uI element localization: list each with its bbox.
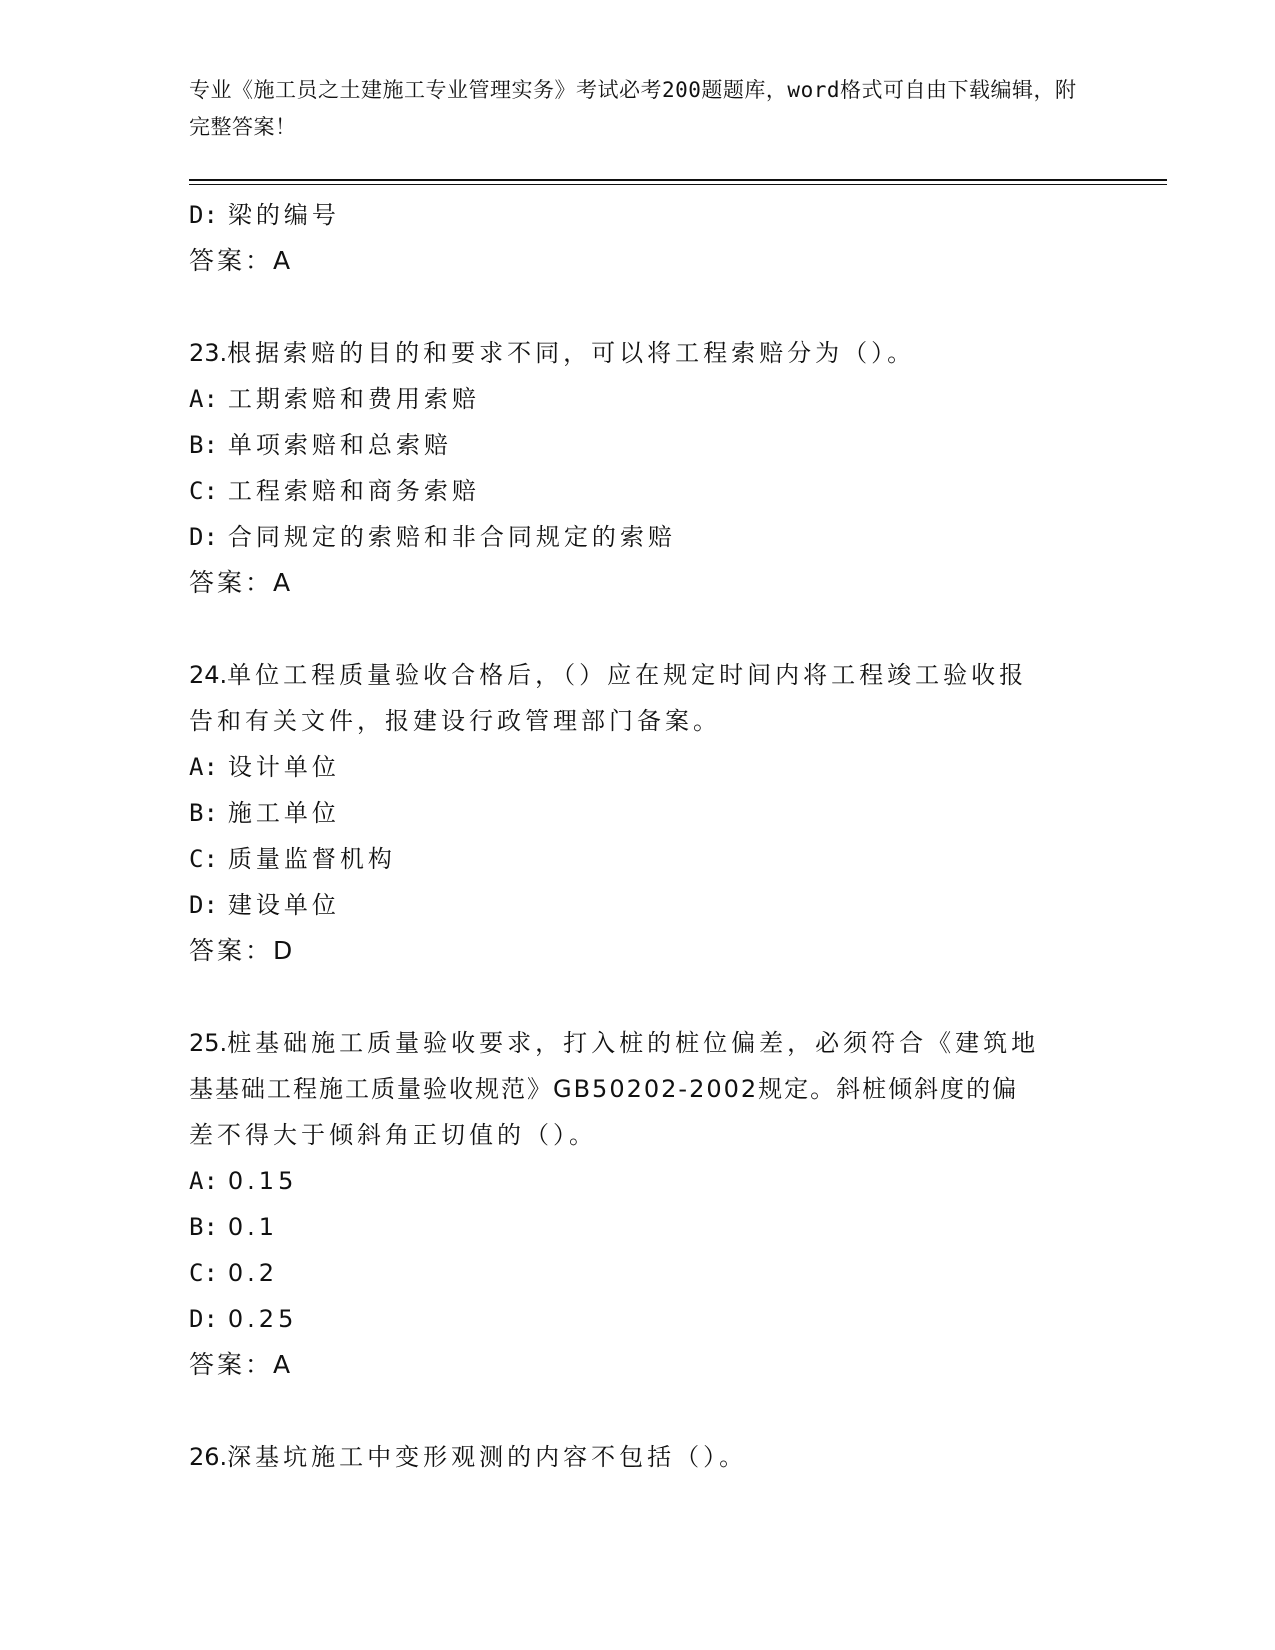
option-text: 合同规定的索赔和非合同规定的索赔 xyxy=(227,523,676,551)
option-a xyxy=(189,1158,1089,1204)
option-d xyxy=(189,192,1089,238)
option-label: B: xyxy=(189,431,218,459)
header-rule-thin xyxy=(189,184,1167,185)
question-stem-line: 差不得大于倾斜角正切值的（）。 xyxy=(189,1121,597,1149)
question-number: 23. xyxy=(189,339,228,367)
option-text: 质量监督机构 xyxy=(227,845,396,873)
question-stem-line: 告和有关文件，报建设行政管理部门备案。 xyxy=(189,707,721,735)
option-label: A: xyxy=(189,1167,218,1195)
question-stem-line xyxy=(189,652,1089,698)
option-c xyxy=(189,836,1089,882)
option-label: C: xyxy=(189,477,218,505)
option-a xyxy=(189,376,1089,422)
question-text: 单位工程质量验收合格后，（）应在规定时间内将工程竣工验收报 xyxy=(227,661,1028,689)
header-rule-thick xyxy=(189,179,1167,181)
option-label: B: xyxy=(189,1213,218,1241)
option-b xyxy=(189,790,1089,836)
option-text: 工程索赔和商务索赔 xyxy=(227,477,480,505)
option-text: 建设单位 xyxy=(227,891,340,919)
question-stem xyxy=(189,330,1089,376)
question-number: 24. xyxy=(189,661,228,689)
option-c xyxy=(189,1250,1089,1296)
answer-line: 答案：A xyxy=(189,1350,294,1379)
option-d xyxy=(189,1296,1089,1342)
option-d xyxy=(189,882,1089,928)
option-text: 0.2 xyxy=(227,1259,279,1287)
question-stem-line: 基基础工程施工质量验收规范》GB50202-2002规定。斜桩倾斜度的偏 xyxy=(189,1075,1019,1103)
spacer xyxy=(189,606,1089,652)
question-number: 26. xyxy=(189,1443,228,1471)
option-label: D: xyxy=(189,891,218,919)
option-a xyxy=(189,744,1089,790)
question-number: 25. xyxy=(189,1029,228,1057)
option-label: A: xyxy=(189,385,218,413)
question-text: 根据索赔的目的和要求不同，可以将工程索赔分为（）。 xyxy=(227,339,916,367)
spacer xyxy=(189,1388,1089,1434)
question-content xyxy=(189,192,1089,1480)
option-text: 0.1 xyxy=(227,1213,279,1241)
option-text: 梁的编号 xyxy=(227,201,340,229)
option-label: A: xyxy=(189,753,218,781)
question-stem xyxy=(189,1434,1089,1480)
answer-line: 答案：A xyxy=(189,246,294,275)
option-text: 施工单位 xyxy=(227,799,340,827)
option-b xyxy=(189,1204,1089,1250)
answer-line: 答案：A xyxy=(189,568,294,597)
option-c xyxy=(189,468,1089,514)
option-label: D: xyxy=(189,523,218,551)
option-label: D: xyxy=(189,1305,218,1333)
option-label: C: xyxy=(189,1259,218,1287)
option-label: B: xyxy=(189,799,218,827)
option-d xyxy=(189,514,1089,560)
option-text: 0.15 xyxy=(227,1167,298,1195)
spacer xyxy=(189,284,1089,330)
option-text: 0.25 xyxy=(227,1305,298,1333)
question-text: 深基坑施工中变形观测的内容不包括（）。 xyxy=(227,1443,748,1471)
option-label: C: xyxy=(189,845,218,873)
option-text: 设计单位 xyxy=(227,753,340,781)
question-stem-line xyxy=(189,1020,1089,1066)
page-header: 专业《施工员之土建施工专业管理实务》考试必考200题题库，word格式可自由下载编辑，附完整答案！ xyxy=(189,78,1077,139)
option-text: 工期索赔和费用索赔 xyxy=(227,385,480,413)
answer-line: 答案：D xyxy=(189,936,296,965)
option-label: D: xyxy=(189,201,218,229)
question-text: 桩基础施工质量验收要求，打入桩的桩位偏差，必须符合《建筑地 xyxy=(227,1029,1040,1057)
option-text: 单项索赔和总索赔 xyxy=(227,431,452,459)
spacer xyxy=(189,974,1089,1020)
option-b xyxy=(189,422,1089,468)
